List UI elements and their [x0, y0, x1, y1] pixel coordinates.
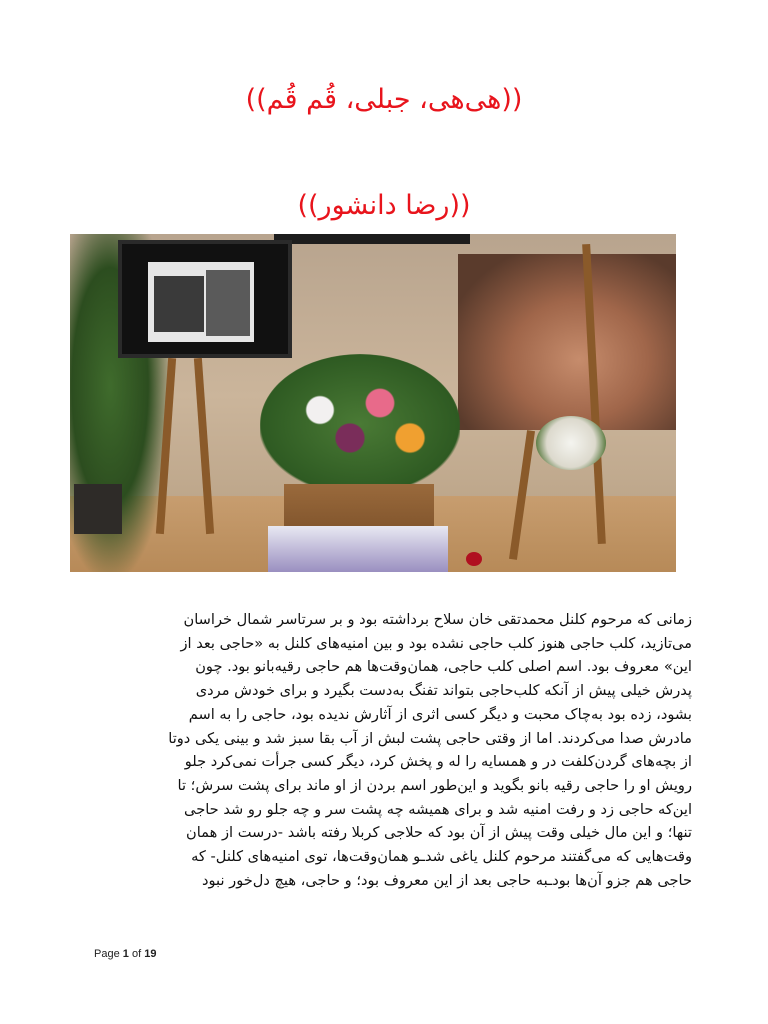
page-label: Page [94, 948, 120, 960]
photo-rose [466, 552, 482, 566]
paragraph-line: این‌که حاجی زد و رفت امنیه شد و برای همیشه چه پشت سر و چه جلو رو شد حاجی [184, 800, 692, 818]
paragraph-line: این» معروف بود. اسم اصلی کلب حاجی، همان‌وقت‌ها هم حاجی رقیه‌بانو بود. چون [195, 658, 692, 676]
paragraph-line: می‌تازید، کلب حاجی هنوز کلب حاجی نشده بود و بین امنیه‌های کلنل به «حاجی بعد از [180, 634, 692, 652]
paragraph-line: حاجی هم جزو آن‌ها بود‌ـبه حاجی بعد از این معروف بود؛ و حاجی، هیچ دل‌خور نبود [202, 871, 692, 889]
page-total: 19 [144, 948, 157, 960]
paragraph-line: وقت‌هایی که می‌گفتند مرحوم کلنل یاغی شد‌ـو همان‌وقت‌ها، توی امنیه‌های کلنل- که [191, 848, 692, 866]
body-paragraph [78, 608, 692, 892]
memorial-photo [70, 234, 676, 572]
paragraph-line: پدرش خیلی پیش از آنکه کلب‌حاجی بتواند تفنگ به‌دست بگیرد و برای خودش مردی [195, 682, 692, 700]
photo-framed-picture [118, 240, 292, 358]
photo-tv [274, 234, 470, 244]
photo-bouquet [536, 416, 606, 470]
paragraph-line: رویش او را حاجی رقیه بانو بگوید و این‌طور اسم بردن از او ماند برای پشت سرش؛ تا [177, 776, 692, 794]
paragraph-line: از بچه‌های گردن‌کلفت در و همسایه را له و پخش کرد، دیگر کسی جرأت نمی‌کرد جلو [184, 753, 692, 771]
document-title: ((هی‌هی، جبلی، قُم قُم)) [245, 84, 523, 115]
paragraph-line: بشود، زده بود به‌چاک محبت و دیگر کسی اثری از آثارش ندیده بود، حاجی را به اسم [188, 705, 692, 723]
photo-flower-arrangement [260, 354, 460, 494]
paragraph-line: تنها؛ و این مال خیلی وقت پیش از آن بود که حلاجی کربلا رفته باشد -درست از همان [186, 824, 692, 842]
paragraph-line: مادرش صدا می‌کردند. اما از وقتی حاجی پشت لبش از آب بقا سبز شد و بینی یکی دوتا [168, 729, 692, 747]
photo-plant-pot [74, 484, 122, 534]
photo-portrait [458, 254, 676, 430]
photo-frame-mat [148, 262, 254, 342]
author-name: ((رضا دانشور)) [297, 190, 471, 221]
page-of-label: of [131, 948, 142, 960]
photo-frame-image-right [206, 270, 250, 336]
paragraph-line: زمانی که مرحوم کلنل محمدتقی خان سلاح برداشته بود و بر سرتاسر شمال خراسان [183, 611, 692, 628]
page-current: 1 [122, 948, 129, 960]
page-footer [94, 948, 156, 960]
photo-frame-image-left [154, 276, 204, 332]
photo-cloth [268, 526, 448, 572]
